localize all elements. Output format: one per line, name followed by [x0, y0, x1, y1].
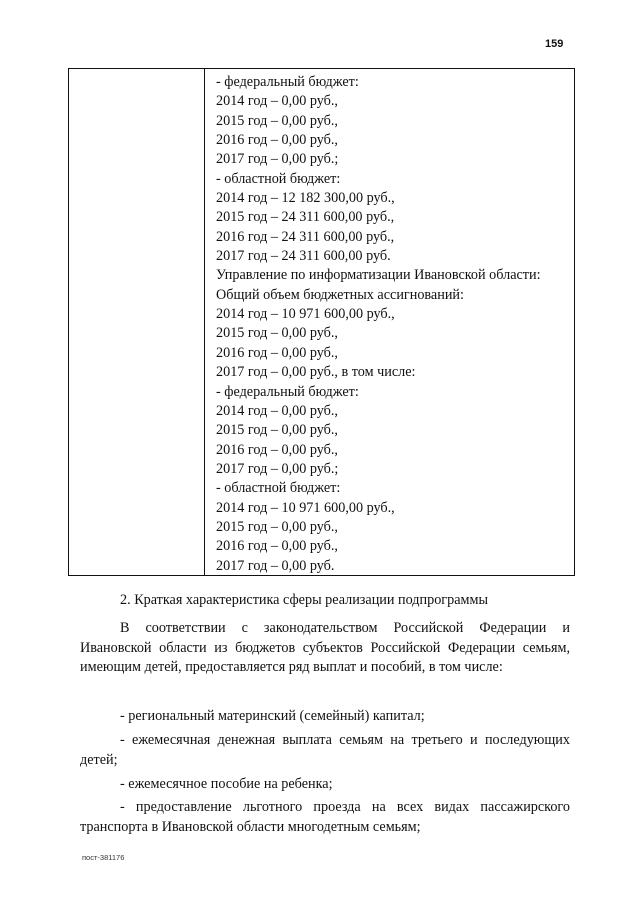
section-heading: 2. Краткая характеристика сферы реализации подпрограммы — [120, 592, 489, 608]
table-line: 2017 год – 0,00 руб.; — [216, 460, 339, 477]
list-item-maternity-capital: - региональный материнский (семейный) капитал; — [120, 708, 425, 724]
table-line: - областной бюджет: — [216, 170, 341, 187]
footer-code: пост-381176 — [82, 853, 125, 862]
table-line: 2014 год – 10 971 600,00 руб., — [216, 499, 395, 516]
table-line: 2016 год – 0,00 руб., — [216, 132, 338, 149]
table-line: 2017 год – 0,00 руб. — [216, 557, 335, 574]
table-line: 2016 год – 0,00 руб., — [216, 441, 338, 458]
table-line: 2015 год – 24 311 600,00 руб., — [216, 209, 395, 226]
table-line: - федеральный бюджет: — [216, 74, 359, 90]
table-line: 2015 год – 0,00 руб., — [216, 518, 338, 535]
table-line: 2015 год – 0,00 руб., — [216, 112, 338, 129]
table-line: 2015 год – 0,00 руб., — [216, 422, 338, 439]
table-line: 2014 год – 0,00 руб., — [216, 402, 338, 419]
table-line: 2016 год – 0,00 руб., — [216, 344, 338, 361]
table-line: 2015 год – 0,00 руб., — [216, 325, 338, 342]
table-line: 2017 год – 24 311 600,00 руб. — [216, 248, 391, 265]
table-line: - областной бюджет: — [216, 480, 341, 497]
table-line: - федеральный бюджет: — [216, 383, 359, 400]
table-line: 2017 год – 0,00 руб., в том числе: — [216, 364, 416, 381]
page-number: 159 — [545, 38, 564, 50]
table-line: 2014 год – 12 182 300,00 руб., — [216, 190, 395, 207]
list-item-transport-benefit: - предоставление льготного проезда на всех видах пассажирского транспорта в Ивановской области многодетным семьям; — [80, 799, 570, 835]
list-item-monthly-payment: - ежемесячная денежная выплата семьям на третьего и последующих детей; — [80, 732, 570, 768]
table-line: Управление по информатизации Ивановской области: — [216, 267, 541, 284]
table-line: 2014 год – 0,00 руб., — [216, 93, 338, 110]
budget-table — [68, 68, 575, 576]
intro-paragraph: В соответствии с законодательством Российской Федерации и Ивановской области из бюджетов субъектов Российской Федерации семьям, имеющим детей, предоставляется ряд выплат и пособий, в том числе: — [80, 620, 570, 675]
table-line: 2017 год – 0,00 руб.; — [216, 151, 339, 168]
table-line: 2016 год – 24 311 600,00 руб., — [216, 228, 395, 245]
table-line: 2016 год – 0,00 руб., — [216, 538, 338, 555]
table-line: Общий объем бюджетных ассигнований: — [216, 286, 464, 303]
table-column-divider — [204, 69, 205, 575]
list-item-child-allowance: - ежемесячное пособие на ребенка; — [120, 776, 333, 792]
table-right-cell — [216, 73, 572, 576]
table-line: 2014 год – 10 971 600,00 руб., — [216, 306, 395, 323]
